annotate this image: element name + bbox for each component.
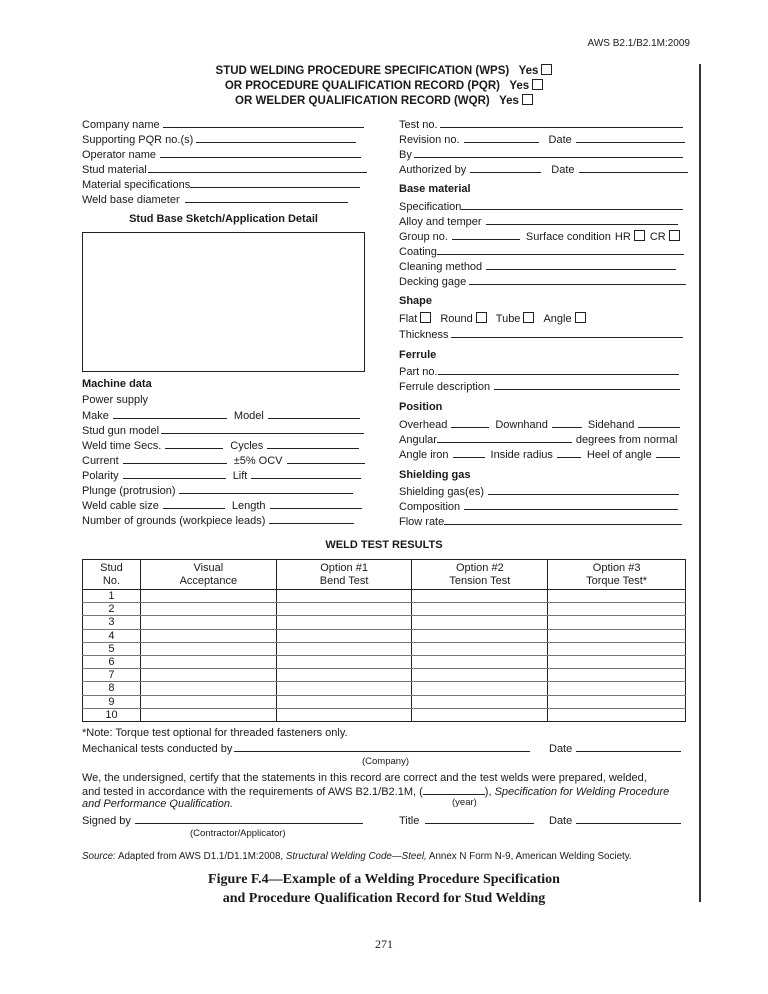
torque-cell[interactable] [548,590,686,603]
revision-row [399,132,685,147]
gases-row [399,484,679,499]
visual-cell[interactable] [140,669,276,682]
label: Structural Welding Code—Steel, [285,851,427,862]
specification-field[interactable] [461,199,683,210]
torque-cell[interactable] [548,695,686,708]
label: Specification for Welding Procedure [494,786,670,798]
torque-note: *Note: Torque test optional for threaded fasteners only. [82,727,348,739]
torque-cell[interactable] [548,708,686,721]
bend-cell[interactable] [276,590,412,603]
label: Date [549,815,573,827]
stud-material-field[interactable] [148,162,367,173]
label: Flow rate [399,516,445,528]
mech-tests-row [82,741,530,756]
angle-checkbox[interactable] [575,312,586,323]
test-no-row [399,117,683,132]
label: Mechanical tests conducted by [82,743,233,755]
stud-number-cell: 3 [83,616,141,629]
label: Cycles [230,440,264,452]
lift-field[interactable] [251,468,361,479]
yes-label: Yes [518,65,539,77]
label: Number of grounds (workpiece leads) [82,515,266,527]
shielding-heading: Shielding gas [399,469,471,481]
company-name-row [82,117,364,132]
label: Adapted from AWS D1.1/D1.1M:2008, [117,851,284,862]
table-row [83,682,686,695]
material-specs-row [82,177,360,192]
tension-cell[interactable] [412,695,548,708]
decking-field[interactable] [469,274,686,285]
stud-gun-row [82,423,364,438]
grounds-row [82,513,354,528]
tension-cell[interactable] [412,642,548,655]
title-row [399,813,534,828]
label: CR [649,231,666,243]
form-title-line-1 [0,64,768,79]
tension-cell[interactable] [412,669,548,682]
stud-gun-field[interactable] [161,423,364,434]
label: Material specifications [82,179,191,191]
label: Tension Test [449,574,511,587]
weld-base-diameter-row [82,192,348,207]
authorized-row [399,162,688,177]
tension-cell[interactable] [412,655,548,668]
results-heading: WELD TEST RESULTS [325,539,443,551]
visual-cell[interactable] [140,590,276,603]
stud-number-cell: 7 [83,669,141,682]
stud-material-row [82,162,367,177]
margin-rule [699,64,701,902]
label: Tube [495,313,521,325]
stud-number-cell: 8 [83,682,141,695]
stud-number-cell: 2 [83,603,141,616]
tube-checkbox[interactable] [523,312,534,323]
revision-date-field[interactable] [576,132,685,143]
pqr-yes-checkbox[interactable] [532,79,543,90]
yes-label: Yes [499,95,519,107]
flat-checkbox[interactable] [420,312,431,323]
yes-label: Yes [509,80,530,92]
label: Shielding gas(es) [399,486,484,498]
label: Date [548,134,572,146]
ocv-field[interactable] [287,453,365,464]
power-supply-label: Power supply [82,394,149,406]
flow-rate-field[interactable] [444,514,682,525]
label: Company name [82,119,160,131]
title-wqr: OR WELDER QUALIFICATION RECORD (WQR) [235,95,490,107]
current-row [82,453,365,468]
year-field[interactable] [423,784,485,795]
label: Source: [82,851,116,862]
label: and Performance Qualification. [82,798,234,810]
make-row [82,408,360,423]
contractor-caption: (Contractor/Applicator) [190,828,286,839]
label: Date [549,743,573,755]
wqr-yes-checkbox[interactable] [522,94,533,105]
stud-number-cell: 9 [83,695,141,708]
stud-number-cell: 4 [83,629,141,642]
stud-number-cell: 1 [83,590,141,603]
label: and tested in accordance with the requirements of AWS B2.1/B2.1M, ( [82,786,423,798]
torque-cell[interactable] [548,669,686,682]
cleaning-row [399,259,676,274]
bend-cell[interactable] [276,616,412,629]
label: ±5% OCV [233,455,283,467]
hr-checkbox[interactable] [634,230,645,241]
torque-cell[interactable] [548,682,686,695]
label: Weld time Secs. [82,440,162,452]
label: Sidehand [587,419,635,431]
label: Polarity [82,470,119,482]
current-field[interactable] [123,453,227,464]
group-no-field[interactable] [452,229,520,240]
form-title-line-2 [0,79,768,94]
position-row-1 [399,417,680,432]
sketch-heading: Stud Base Sketch/Application Detail [129,213,318,225]
bend-cell[interactable] [276,708,412,721]
col-bend [276,560,412,590]
tension-cell[interactable] [412,629,548,642]
col-tension [412,560,548,590]
material-specs-field[interactable] [190,177,360,188]
cable-size-field[interactable] [163,498,225,509]
label: Cleaning method [399,261,483,273]
bend-cell[interactable] [276,655,412,668]
year-caption: (year) [452,797,477,808]
label: Make [82,410,109,422]
coating-row [399,244,684,259]
table-row [83,669,686,682]
thickness-field[interactable] [451,327,683,338]
group-row [399,229,680,244]
supporting-pqr-field[interactable] [196,132,356,143]
alloy-field[interactable] [486,214,678,225]
model-field[interactable] [268,408,360,419]
sketch-box[interactable] [82,232,365,372]
flow-rate-row [399,514,682,529]
label: Angular [399,434,437,446]
machine-data-heading: Machine data [82,378,152,390]
bend-cell[interactable] [276,695,412,708]
signed-by-row [82,813,363,828]
length-field[interactable] [270,498,362,509]
visual-cell[interactable] [140,642,276,655]
angular-field[interactable] [437,432,572,443]
table-row [83,616,686,629]
supporting-pqr-row [82,132,356,147]
cleaning-field[interactable] [486,259,676,270]
label: Plunge (protrusion) [82,485,176,497]
mech-date-field[interactable] [576,741,681,752]
label: Option #2 [456,561,504,574]
source-note [82,851,632,862]
mech-tests-field[interactable] [234,741,530,752]
stud-number-cell: 10 [83,708,141,721]
figure-caption-line-1: Figure F.4—Example of a Welding Procedure Specification [208,872,560,887]
label: Title [399,815,420,827]
angle-iron-field[interactable] [453,447,485,458]
stud-number-cell: 6 [83,655,141,668]
label: Ferrule description [399,381,491,393]
cr-checkbox[interactable] [669,230,680,241]
label: Visual [193,561,224,574]
label: Acceptance [179,574,238,587]
weld-test-results-table [82,559,686,722]
position-row-3 [399,447,680,462]
ferrule-desc-row [399,379,680,394]
weld-base-diameter-field[interactable] [185,192,348,203]
bend-cell[interactable] [276,629,412,642]
label: Option #1 [320,561,368,574]
polarity-row [82,468,361,483]
table-row [83,629,686,642]
visual-cell[interactable] [140,616,276,629]
heel-field[interactable] [656,447,680,458]
table-row [83,642,686,655]
label: Lift [232,470,248,482]
plunge-row [82,483,353,498]
coating-field[interactable] [437,244,684,255]
authorized-by-field[interactable] [470,162,541,173]
label: Angle iron [399,449,449,461]
by-row [399,147,683,162]
label: Overhead [399,419,448,431]
composition-row [399,499,678,514]
authorized-date-field[interactable] [579,162,688,173]
label: Coating [399,246,437,258]
shape-row [399,312,586,327]
decking-row [399,274,686,289]
label: Supporting PQR no.(s) [82,134,194,146]
base-material-heading: Base material [399,183,471,195]
label: Surface condition [525,231,611,243]
label: Flat [399,313,418,325]
col-torque [548,560,686,590]
plunge-field[interactable] [179,483,353,494]
visual-cell[interactable] [140,655,276,668]
visual-cell[interactable] [140,695,276,708]
label: Stud material [82,164,147,176]
thickness-row [399,327,683,342]
torque-cell[interactable] [548,655,686,668]
page-number: 271 [375,937,393,951]
label: Round [440,313,473,325]
gases-field[interactable] [488,484,679,495]
composition-field[interactable] [464,499,678,510]
bend-cell[interactable] [276,669,412,682]
figure-caption-line-2: and Procedure Qualification Record for Stud Welding [222,891,546,906]
label: No. [102,574,121,587]
table-row [83,655,686,668]
ferrule-heading: Ferrule [399,349,437,361]
table-row [83,708,686,721]
company-caption: (Company) [362,756,409,767]
certification-line-3 [82,797,233,812]
round-checkbox[interactable] [476,312,487,323]
bend-cell[interactable] [276,682,412,695]
polarity-field[interactable] [123,468,226,479]
visual-cell[interactable] [140,629,276,642]
position-row-2 [399,432,677,447]
mech-date-row [549,741,681,756]
label: Bend Test [319,574,369,587]
ferrule-desc-field[interactable] [494,379,680,390]
title-wps: STUD WELDING PROCEDURE SPECIFICATION (WPS) [215,65,510,77]
label: Stud gun model [82,425,160,437]
label: degrees from normal [575,434,678,446]
table-row [83,695,686,708]
visual-cell[interactable] [140,682,276,695]
label: Heel of angle [586,449,652,461]
position-heading: Position [399,401,443,413]
tension-cell[interactable] [412,603,548,616]
test-no-field[interactable] [440,117,683,128]
label: Torque Test* [586,574,648,587]
label: Current [82,455,119,467]
bend-cell[interactable] [276,642,412,655]
label: Group no. [399,231,448,243]
table-header-row [83,560,686,590]
stud-number-cell: 5 [83,642,141,655]
part-no-field[interactable] [438,364,679,375]
weld-time-row [82,438,359,453]
label: ), [484,786,492,798]
sidehand-field[interactable] [638,417,680,428]
wps-yes-checkbox[interactable] [541,64,552,75]
weld-time-field[interactable] [165,438,223,449]
torque-cell[interactable] [548,642,686,655]
visual-cell[interactable] [140,603,276,616]
by-field[interactable] [414,147,683,158]
label: Decking gage [399,276,467,288]
torque-cell[interactable] [548,629,686,642]
label: By [399,149,412,161]
operator-name-field[interactable] [160,147,361,158]
make-field[interactable] [113,408,227,419]
certification-line-1: We, the undersigned, certify that the statements in this record are correct and the test welds were prepared, welded, [82,772,647,784]
label: Authorized by [399,164,467,176]
label: Option #3 [592,561,641,574]
label: Weld cable size [82,500,159,512]
tension-cell[interactable] [412,616,548,629]
label: Date [551,164,575,176]
label: Length [231,500,266,512]
label: Signed by [82,815,131,827]
label: Thickness [399,329,449,341]
table-row [83,603,686,616]
company-name-field[interactable] [163,117,364,128]
tension-cell[interactable] [412,682,548,695]
label: Alloy and temper [399,216,482,228]
standard-header: AWS B2.1/B2.1M:2009 [587,38,690,49]
specification-row [399,199,683,214]
col-visual [140,560,276,590]
visual-cell[interactable] [140,708,276,721]
cycles-field[interactable] [267,438,359,449]
form-title-line-3 [0,94,768,109]
part-no-row [399,364,679,379]
label: Model [233,410,264,422]
tension-cell[interactable] [412,590,548,603]
col-stud-no [83,560,141,590]
cable-row [82,498,362,513]
signed-by-field[interactable] [135,813,363,824]
signed-date-field[interactable] [576,813,681,824]
label: Inside radius [490,449,553,461]
signed-date-row [549,813,681,828]
label: Specification [399,201,462,213]
title-field[interactable] [425,813,534,824]
label: Part no. [399,366,438,378]
tension-cell[interactable] [412,708,548,721]
grounds-field[interactable] [269,513,354,524]
label: Downhand [495,419,548,431]
overhead-field[interactable] [451,417,489,428]
alloy-row [399,214,678,229]
inside-radius-field[interactable] [557,447,581,458]
downhand-field[interactable] [552,417,582,428]
operator-name-row [82,147,361,162]
revision-no-field[interactable] [464,132,539,143]
torque-cell[interactable] [548,616,686,629]
label: Test no. [399,119,438,131]
label: Revision no. [399,134,460,146]
title-pqr: OR PROCEDURE QUALIFICATION RECORD (PQR) [224,80,500,92]
label: Weld base diameter [82,194,180,206]
label: Angle [543,313,572,325]
label: Annex N Form N-9, American Welding Society. [428,851,632,862]
label: Stud [100,561,123,574]
table-row [83,590,686,603]
label: Operator name [82,149,156,161]
label: Composition [399,501,461,513]
shape-heading: Shape [399,295,433,307]
label: HR [614,231,631,243]
bend-cell[interactable] [276,603,412,616]
torque-cell[interactable] [548,603,686,616]
